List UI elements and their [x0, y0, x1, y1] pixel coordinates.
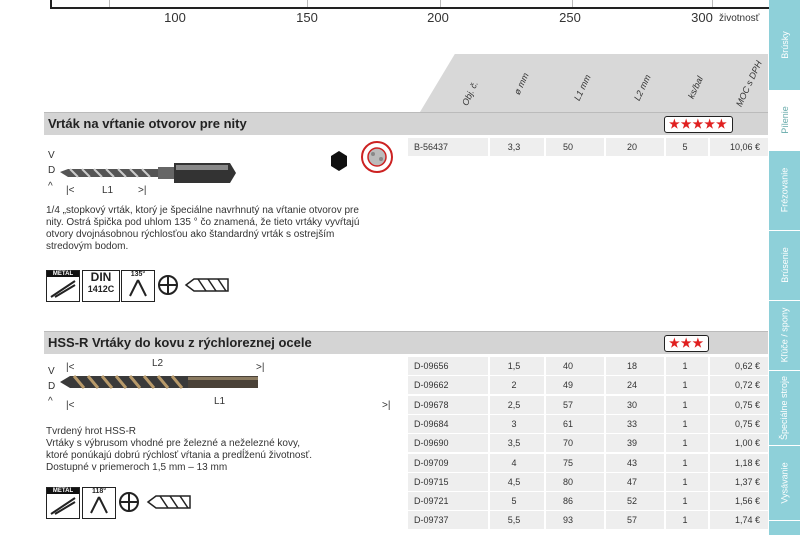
cell-price: 1,37 € [734, 476, 760, 487]
col-header-l2: L2 mm [632, 73, 653, 103]
dim-right-marker: >| [382, 400, 391, 411]
side-tab-kluce[interactable] [769, 300, 800, 371]
hexagon-icon [330, 150, 348, 172]
din-number: 1412C [87, 284, 115, 294]
col-header-order: Obj. č. [460, 79, 481, 108]
side-tab-label: Brúsky [779, 31, 790, 59]
col-header-price: MOC s DPH [734, 59, 764, 109]
axis-tick [572, 0, 573, 7]
cell-order-number: D-09709 [414, 457, 449, 468]
cell-order-number: D-09690 [414, 438, 449, 449]
metal-icon-label: METAL [47, 488, 79, 494]
cell-l2: 52 [626, 496, 637, 507]
section-title: Vrták na vŕtanie otvorov pre nity [48, 116, 247, 131]
cell-pcs: 5 [682, 142, 688, 152]
description-line: Vrtáky s výbrusom vhodné pre železné a neželezné kovy, [46, 438, 301, 449]
description-line: ktoré ponúkajú dobrú rýchlosť vŕtania a predĺženú životnosť. [46, 450, 312, 461]
cell-l2: 18 [626, 361, 637, 371]
table-row [408, 357, 768, 377]
dim-l1: L1 [214, 396, 226, 407]
cell-l1: 57 [562, 399, 573, 410]
product-description [46, 205, 396, 253]
dim-right-marker: >| [138, 185, 147, 196]
cell-price: 0,72 € [734, 380, 760, 391]
axis-tick [307, 0, 308, 7]
description-line: Tvrdený hrot HSS-R [46, 426, 137, 437]
dim-l2: L2 [152, 358, 164, 369]
cell-order-number: D-09715 [414, 476, 449, 487]
dim-v: V [48, 150, 55, 161]
cell-l2: 43 [626, 457, 637, 468]
side-tab-vysavanie[interactable] [769, 445, 800, 521]
side-tab-label: Pílenie [779, 106, 790, 134]
side-tab-bruske[interactable] [769, 0, 800, 91]
cell-order-number: D-09662 [414, 380, 449, 391]
section-title: HSS-R Vrtáky do kovu z rýchloreznej ocele [48, 335, 312, 350]
side-tab-label: Frézovanie [779, 167, 790, 213]
cell-l1: 86 [562, 496, 573, 507]
dim-left-marker: |< [66, 362, 75, 373]
cross-section-icon [118, 491, 140, 513]
cell-l1: 80 [562, 476, 573, 487]
dim-caret: ^ [48, 181, 53, 192]
section-header-rivet [44, 112, 768, 135]
side-tab-pilenie[interactable] [769, 90, 800, 151]
cell-diameter: 2 [511, 380, 517, 391]
axis-tick-label: 200 [427, 10, 449, 25]
cell-l1: 75 [562, 457, 573, 468]
cell-pcs: 1 [682, 496, 688, 507]
cell-diameter: 5,5 [507, 515, 521, 526]
cell-order-number: D-09684 [414, 418, 449, 429]
cell-l1: 70 [562, 438, 573, 449]
description-line: otvory dvojnásobnou rýchlosťou ako štandardný vrták s ostrejším [46, 229, 335, 240]
cell-price: 1,74 € [734, 515, 760, 526]
cell-l1: 49 [562, 380, 573, 391]
cell-price: 10,06 € [729, 142, 760, 152]
cell-price: 1,00 € [734, 438, 760, 449]
chart-axis [50, 0, 770, 9]
metal-material-icon [46, 487, 80, 519]
col-header-diameter: ø mm [512, 71, 531, 97]
table-row [408, 138, 768, 158]
side-tab-label: Vysávanie [779, 461, 790, 504]
axis-tick [109, 0, 110, 7]
cell-l2: 30 [626, 399, 637, 410]
angle-label: 135° [130, 271, 146, 278]
description-line: stredovým bodom. [46, 241, 129, 252]
cell-diameter: 3,3 [507, 142, 521, 152]
drill-image-twist [58, 370, 268, 394]
table-row [408, 511, 768, 531]
cell-l2: 47 [626, 476, 637, 487]
col-header-pcs: ks/bal [686, 74, 706, 101]
cell-pcs: 1 [682, 438, 688, 449]
cell-diameter: 3 [511, 418, 517, 429]
dim-left-marker: |< [66, 185, 75, 196]
description-line: nity. Ostrá špička pod uhlom 135 ° čo znamená, že tieto vrtáky vyvŕtajú [46, 217, 360, 228]
dim-d: D [48, 165, 56, 176]
cell-l2: 33 [626, 418, 637, 429]
section-header-hss [44, 331, 768, 354]
dim-d: D [48, 381, 56, 392]
cell-pcs: 1 [682, 457, 688, 468]
dim-left-marker: |< [66, 400, 75, 411]
cell-price: 0,62 € [734, 361, 760, 371]
cell-diameter: 2,5 [507, 399, 521, 410]
cell-l2: 20 [626, 142, 637, 152]
rating-stars: ★★★★★ [664, 116, 733, 133]
axis-tick [712, 0, 713, 7]
cross-section-icon [157, 274, 179, 296]
point-angle-icon [82, 487, 116, 519]
dim-caret: ^ [48, 396, 53, 407]
cell-order-number: B-56437 [414, 142, 449, 152]
cell-pcs: 1 [682, 515, 688, 526]
angle-label: 118° [91, 488, 107, 495]
cell-price: 1,18 € [734, 457, 760, 468]
cell-order-number: D-09656 [414, 361, 449, 371]
cell-l1: 50 [562, 142, 573, 152]
dim-l1: L1 [102, 185, 114, 196]
side-tab-brusenie[interactable] [769, 230, 800, 301]
cell-order-number: D-09678 [414, 399, 449, 410]
cell-l1: 93 [562, 515, 573, 526]
axis-unit-label: životnosť [719, 13, 760, 24]
cell-pcs: 1 [682, 361, 688, 371]
axis-tick [440, 0, 441, 7]
cell-pcs: 1 [682, 476, 688, 487]
side-tab-label: Kľúče / spony [779, 307, 790, 363]
table-row [408, 434, 768, 454]
side-tab-label: Špeciálne stroje [779, 375, 790, 440]
rating-stars: ★★★ [664, 335, 709, 352]
axis-tick-label: 150 [296, 10, 318, 25]
description-line: Dostupné v priemeroch 1,5 mm – 13 mm [46, 462, 228, 473]
din-standard-icon [82, 270, 120, 302]
cell-pcs: 1 [682, 380, 688, 391]
cell-l1: 40 [562, 361, 573, 371]
side-tab-specialne[interactable] [769, 370, 800, 446]
axis-tick-label: 250 [559, 10, 581, 25]
axis-tick-label: 300 [691, 10, 713, 25]
cell-diameter: 1,5 [507, 361, 521, 371]
cell-pcs: 1 [682, 399, 688, 410]
dim-v: V [48, 366, 55, 377]
metal-stamp-icon [360, 140, 394, 174]
axis-tick-label: 100 [164, 10, 186, 25]
cell-price: 0,75 € [734, 418, 760, 429]
dim-right-marker: >| [256, 362, 265, 373]
table-row [408, 376, 768, 396]
cell-l2: 24 [626, 380, 637, 391]
cell-diameter: 5 [511, 496, 517, 507]
table-row [408, 396, 768, 416]
cell-order-number: D-09737 [414, 515, 449, 526]
twist-drill-icon [146, 494, 192, 510]
table-row [408, 473, 768, 493]
col-header-l1: L1 mm [572, 73, 593, 103]
side-tab-label: Brúsenie [779, 247, 790, 283]
cell-price: 1,56 € [734, 496, 760, 507]
cell-diameter: 3,5 [507, 438, 521, 449]
cell-l2: 39 [626, 438, 637, 449]
cell-l2: 57 [626, 515, 637, 526]
cell-diameter: 4,5 [507, 476, 521, 487]
table-row [408, 492, 768, 512]
din-label: DIN [90, 270, 112, 284]
metal-material-icon [46, 270, 80, 302]
side-tab-bar [769, 0, 800, 535]
cell-diameter: 4 [511, 457, 517, 468]
table-row [408, 415, 768, 435]
cell-pcs: 1 [682, 418, 688, 429]
product-description [46, 426, 396, 474]
cell-price: 0,75 € [734, 399, 760, 410]
side-tab-frezovanie[interactable] [769, 150, 800, 231]
metal-icon-label: METAL [47, 271, 79, 277]
cell-l1: 61 [562, 418, 573, 429]
point-angle-icon [121, 270, 155, 302]
drill-image-hex-shank [58, 150, 248, 200]
cell-order-number: D-09721 [414, 496, 449, 507]
table-row [408, 454, 768, 474]
description-line: 1/4 „stopkový vrták, ktorý je špeciálne navrhnutý na vŕtanie otvorov pre [46, 205, 359, 216]
twist-drill-icon [184, 277, 230, 293]
